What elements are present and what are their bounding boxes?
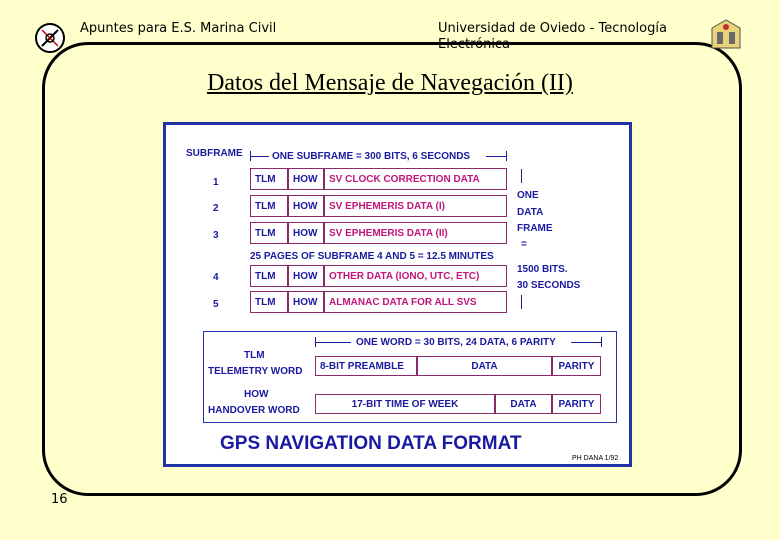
tlm-cell: TLM [250, 265, 288, 287]
subframe-label: SUBFRAME [186, 148, 243, 159]
tlm-parity-cell: PARITY [552, 356, 601, 376]
subframe-number: 3 [213, 230, 219, 241]
frame-note-line: 30 SECONDS [517, 280, 581, 291]
subframe-content-cell: ALMANAC DATA FOR ALL SVS [324, 291, 507, 313]
subframe-content-cell: SV EPHEMERIS DATA (II) [324, 222, 507, 244]
pages-note: 25 PAGES OF SUBFRAME 4 AND 5 = 12.5 MINUTES [250, 251, 494, 262]
tlm-cell: TLM [250, 168, 288, 190]
how-parity-cell: PARITY [552, 394, 601, 414]
how-cell: HOW [288, 222, 324, 244]
tlm-word-label: TELEMETRY WORD [208, 366, 303, 377]
page-title: Datos del Mensaje de Navegación (II) [207, 70, 573, 96]
tlm-cell: TLM [250, 195, 288, 217]
subframe-span-right-line [486, 156, 506, 157]
how-word-label: HOW [244, 389, 269, 400]
subframe-content-cell: OTHER DATA (IONO, UTC, ETC) [324, 265, 507, 287]
frame-note-line: ONE [517, 190, 539, 201]
tlm-preamble-cell: 8-BIT PREAMBLE [315, 356, 417, 376]
subframe-span-left-line [250, 156, 269, 157]
diagram-title: GPS NAVIGATION DATA FORMAT [220, 433, 522, 454]
subframe-content-cell: SV CLOCK CORRECTION DATA [324, 168, 507, 190]
school-emblem-icon [34, 22, 66, 54]
frame-note-line: 1500 BITS. [517, 264, 568, 275]
word-span-right-tick [601, 337, 602, 347]
how-cell: HOW [288, 195, 324, 217]
university-crest-icon [706, 18, 746, 52]
how-cell: HOW [288, 168, 324, 190]
subframe-number: 5 [213, 299, 219, 310]
tlm-cell: TLM [250, 291, 288, 313]
diagram-credit: PH DANA 1/92 [572, 455, 619, 462]
frame-span-bottom-arrow [521, 295, 522, 309]
subframe-number: 1 [213, 177, 219, 188]
how-cell: HOW [288, 265, 324, 287]
subframe-number: 4 [213, 272, 219, 283]
how-cell: HOW [288, 291, 324, 313]
header-right-text-line2: Electrónica [438, 37, 511, 52]
header-left-text: Apuntes para E.S. Marina Civil [80, 21, 277, 36]
subframe-span-right-tick [506, 151, 507, 161]
subframe-number: 2 [213, 203, 219, 214]
page-number: 16 [51, 492, 68, 507]
frame-note-line: DATA [517, 207, 544, 218]
frame-note-line: FRAME [517, 223, 553, 234]
word-span-left-line [315, 342, 351, 343]
frame-note-line: = [521, 239, 527, 250]
how-word-label: HANDOVER WORD [208, 405, 300, 416]
how-tow-cell: 17-BIT TIME OF WEEK [315, 394, 495, 414]
subframe-content-cell: SV EPHEMERIS DATA (I) [324, 195, 507, 217]
tlm-cell: TLM [250, 222, 288, 244]
word-span-label: ONE WORD = 30 BITS, 24 DATA, 6 PARITY [356, 337, 556, 348]
tlm-data-cell: DATA [417, 356, 552, 376]
header-right-text-line1: Universidad de Oviedo - Tecnología [438, 21, 667, 36]
subframe-span-label: ONE SUBFRAME = 300 BITS, 6 SECONDS [272, 151, 471, 162]
tlm-word-label: TLM [244, 350, 265, 361]
gps-data-format-diagram [163, 122, 632, 467]
word-span-right-line [571, 342, 601, 343]
how-data-cell: DATA [495, 394, 552, 414]
frame-span-top-arrow [521, 169, 522, 183]
